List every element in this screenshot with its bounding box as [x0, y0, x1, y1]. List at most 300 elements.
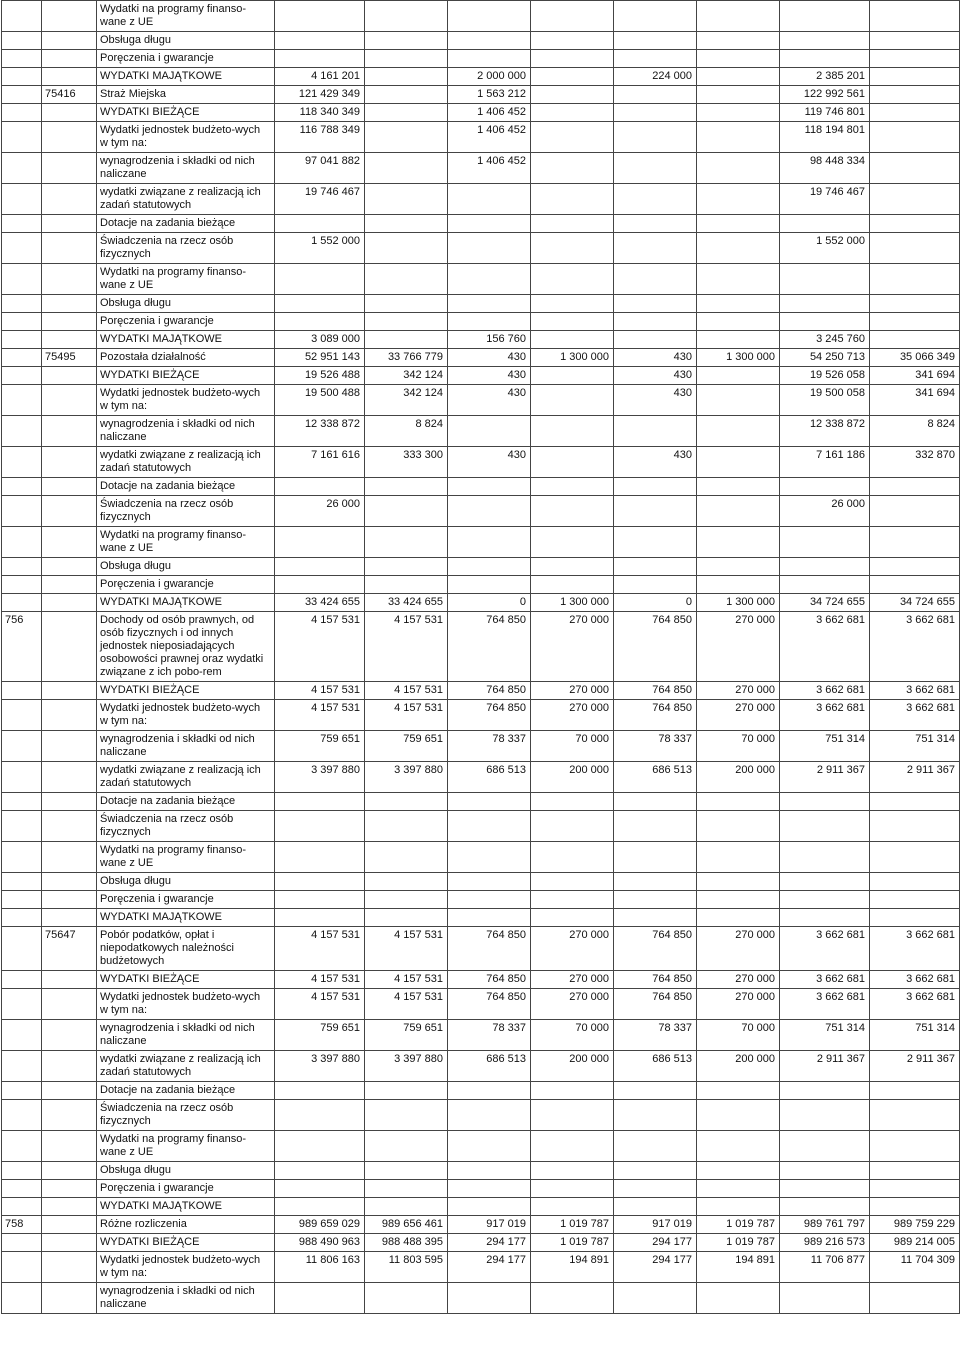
amount-cell-8 [870, 1180, 960, 1198]
amount-cell-5: 764 850 [614, 927, 697, 971]
amount-cell-7: 122 992 561 [780, 86, 870, 104]
chapter-code-cell [42, 153, 97, 184]
amount-cell-3: 917 019 [448, 1216, 531, 1234]
table-row [2, 496, 960, 527]
amount-cell-5 [614, 184, 697, 215]
chapter-code-cell [42, 122, 97, 153]
amount-cell-3 [448, 1198, 531, 1216]
table-row [2, 1100, 960, 1131]
chapter-code-cell [42, 1020, 97, 1051]
amount-cell-2: 759 651 [365, 731, 448, 762]
amount-cell-2: 989 656 461 [365, 1216, 448, 1234]
section-code-cell [2, 122, 42, 153]
amount-cell-4 [531, 793, 614, 811]
amount-cell-6 [697, 1, 780, 32]
amount-cell-7: 19 526 058 [780, 367, 870, 385]
amount-cell-8 [870, 527, 960, 558]
amount-cell-6 [697, 104, 780, 122]
section-code-cell [2, 1082, 42, 1100]
amount-cell-5: 430 [614, 447, 697, 478]
amount-cell-4 [531, 1162, 614, 1180]
chapter-code-cell [42, 1180, 97, 1198]
amount-cell-2 [365, 153, 448, 184]
amount-cell-1: 759 651 [275, 731, 365, 762]
amount-cell-5: 294 177 [614, 1234, 697, 1252]
amount-cell-5 [614, 496, 697, 527]
chapter-code-cell [42, 331, 97, 349]
chapter-code-cell [42, 385, 97, 416]
chapter-code-cell [42, 1252, 97, 1283]
table-row [2, 184, 960, 215]
description-cell: Różne rozliczenia [97, 1216, 275, 1234]
section-code-cell [2, 909, 42, 927]
amount-cell-5 [614, 909, 697, 927]
amount-cell-4: 70 000 [531, 731, 614, 762]
amount-cell-2 [365, 527, 448, 558]
amount-cell-2 [365, 558, 448, 576]
amount-cell-4: 1 300 000 [531, 594, 614, 612]
amount-cell-7 [780, 1283, 870, 1314]
amount-cell-7: 34 724 655 [780, 594, 870, 612]
amount-cell-5 [614, 153, 697, 184]
table-row [2, 215, 960, 233]
amount-cell-5 [614, 416, 697, 447]
amount-cell-2 [365, 811, 448, 842]
chapter-code-cell [42, 1283, 97, 1314]
amount-cell-8: 2 911 367 [870, 762, 960, 793]
section-code-cell [2, 104, 42, 122]
chapter-code-cell [42, 1216, 97, 1234]
amount-cell-2 [365, 104, 448, 122]
amount-cell-5 [614, 558, 697, 576]
chapter-code-cell [42, 50, 97, 68]
chapter-code-cell [42, 264, 97, 295]
section-code-cell [2, 215, 42, 233]
section-code-cell [2, 32, 42, 50]
amount-cell-1 [275, 313, 365, 331]
amount-cell-4 [531, 576, 614, 594]
section-code-cell [2, 927, 42, 971]
section-code-cell [2, 1, 42, 32]
chapter-code-cell [42, 104, 97, 122]
amount-cell-8 [870, 842, 960, 873]
table-row [2, 612, 960, 682]
amount-cell-1 [275, 576, 365, 594]
table-row [2, 1234, 960, 1252]
section-code-cell [2, 50, 42, 68]
description-cell: wydatki związane z realizacją ich zadań statutowych [97, 447, 275, 478]
amount-cell-8 [870, 68, 960, 86]
amount-cell-2: 4 157 531 [365, 700, 448, 731]
amount-cell-6 [697, 873, 780, 891]
amount-cell-3 [448, 811, 531, 842]
amount-cell-4 [531, 909, 614, 927]
amount-cell-8 [870, 793, 960, 811]
table-row [2, 349, 960, 367]
amount-cell-8: 332 870 [870, 447, 960, 478]
amount-cell-1: 19 500 488 [275, 385, 365, 416]
description-cell: Obsługa długu [97, 873, 275, 891]
amount-cell-3 [448, 873, 531, 891]
chapter-code-cell [42, 700, 97, 731]
amount-cell-1: 7 161 616 [275, 447, 365, 478]
amount-cell-1 [275, 811, 365, 842]
amount-cell-6 [697, 122, 780, 153]
amount-cell-3: 430 [448, 447, 531, 478]
chapter-code-cell [42, 891, 97, 909]
amount-cell-7: 989 761 797 [780, 1216, 870, 1234]
description-cell: wynagrodzenia i składki od nich naliczane [97, 153, 275, 184]
amount-cell-6: 270 000 [697, 971, 780, 989]
amount-cell-7: 54 250 713 [780, 349, 870, 367]
description-cell: wydatki związane z realizacją ich zadań statutowych [97, 762, 275, 793]
amount-cell-2: 333 300 [365, 447, 448, 478]
amount-cell-6 [697, 909, 780, 927]
amount-cell-4: 200 000 [531, 1051, 614, 1082]
amount-cell-4 [531, 122, 614, 153]
amount-cell-7: 3 662 681 [780, 612, 870, 682]
table-row [2, 153, 960, 184]
amount-cell-6 [697, 1162, 780, 1180]
amount-cell-8 [870, 558, 960, 576]
amount-cell-8 [870, 264, 960, 295]
amount-cell-4 [531, 811, 614, 842]
amount-cell-8: 989 214 005 [870, 1234, 960, 1252]
amount-cell-1 [275, 842, 365, 873]
amount-cell-2 [365, 32, 448, 50]
amount-cell-4 [531, 215, 614, 233]
section-code-cell [2, 971, 42, 989]
amount-cell-1 [275, 909, 365, 927]
amount-cell-3: 294 177 [448, 1234, 531, 1252]
amount-cell-2: 4 157 531 [365, 682, 448, 700]
amount-cell-3: 430 [448, 385, 531, 416]
amount-cell-4 [531, 1082, 614, 1100]
description-cell: wynagrodzenia i składki od nich naliczane [97, 416, 275, 447]
amount-cell-3 [448, 842, 531, 873]
amount-cell-1: 4 157 531 [275, 682, 365, 700]
amount-cell-7: 3 662 681 [780, 971, 870, 989]
amount-cell-8 [870, 153, 960, 184]
section-code-cell [2, 1234, 42, 1252]
amount-cell-8 [870, 576, 960, 594]
amount-cell-7: 751 314 [780, 1020, 870, 1051]
amount-cell-1 [275, 1180, 365, 1198]
amount-cell-8 [870, 811, 960, 842]
amount-cell-4 [531, 447, 614, 478]
amount-cell-4 [531, 385, 614, 416]
amount-cell-3: 430 [448, 349, 531, 367]
table-row [2, 527, 960, 558]
amount-cell-7 [780, 811, 870, 842]
amount-cell-6 [697, 385, 780, 416]
amount-cell-1: 759 651 [275, 1020, 365, 1051]
amount-cell-1: 97 041 882 [275, 153, 365, 184]
description-cell: Dotacje na zadania bieżące [97, 215, 275, 233]
amount-cell-3 [448, 1, 531, 32]
amount-cell-1 [275, 558, 365, 576]
table-row [2, 909, 960, 927]
amount-cell-7 [780, 909, 870, 927]
table-row [2, 1020, 960, 1051]
amount-cell-4 [531, 68, 614, 86]
amount-cell-8 [870, 1283, 960, 1314]
amount-cell-1 [275, 793, 365, 811]
amount-cell-4: 194 891 [531, 1252, 614, 1283]
description-cell: Wydatki na programy finanso-wane z UE [97, 527, 275, 558]
chapter-code-cell [42, 447, 97, 478]
amount-cell-8: 2 911 367 [870, 1051, 960, 1082]
amount-cell-6 [697, 558, 780, 576]
amount-cell-5 [614, 233, 697, 264]
amount-cell-8: 751 314 [870, 731, 960, 762]
chapter-code-cell [42, 811, 97, 842]
table-row [2, 478, 960, 496]
amount-cell-6: 1 019 787 [697, 1234, 780, 1252]
amount-cell-5 [614, 842, 697, 873]
chapter-code-cell [42, 1131, 97, 1162]
amount-cell-4: 1 019 787 [531, 1234, 614, 1252]
amount-cell-5 [614, 313, 697, 331]
description-cell: Dochody od osób prawnych, od osób fizycznych i od innych jednostek nieposiadających osobowości prawnej oraz wydatki związane z ich pobo-rem [97, 612, 275, 682]
table-row [2, 971, 960, 989]
amount-cell-6 [697, 447, 780, 478]
description-cell: WYDATKI BIEŻĄCE [97, 682, 275, 700]
amount-cell-7 [780, 873, 870, 891]
amount-cell-7: 2 911 367 [780, 762, 870, 793]
amount-cell-2: 4 157 531 [365, 971, 448, 989]
amount-cell-1 [275, 891, 365, 909]
amount-cell-3: 156 760 [448, 331, 531, 349]
amount-cell-8 [870, 184, 960, 215]
amount-cell-4 [531, 1283, 614, 1314]
amount-cell-3 [448, 891, 531, 909]
amount-cell-4 [531, 558, 614, 576]
amount-cell-2 [365, 1283, 448, 1314]
amount-cell-2: 3 397 880 [365, 762, 448, 793]
amount-cell-6 [697, 295, 780, 313]
amount-cell-5: 0 [614, 594, 697, 612]
amount-cell-6: 70 000 [697, 1020, 780, 1051]
description-cell: Poręczenia i gwarancje [97, 576, 275, 594]
section-code-cell [2, 1180, 42, 1198]
table-row [2, 793, 960, 811]
amount-cell-7 [780, 295, 870, 313]
description-cell: WYDATKI MAJĄTKOWE [97, 1198, 275, 1216]
amount-cell-7 [780, 1100, 870, 1131]
amount-cell-6 [697, 1283, 780, 1314]
section-code-cell: 758 [2, 1216, 42, 1234]
amount-cell-6 [697, 215, 780, 233]
amount-cell-6 [697, 1082, 780, 1100]
chapter-code-cell [42, 1234, 97, 1252]
chapter-code-cell [42, 184, 97, 215]
section-code-cell [2, 416, 42, 447]
amount-cell-1 [275, 215, 365, 233]
amount-cell-2: 11 803 595 [365, 1252, 448, 1283]
description-cell: Obsługa długu [97, 32, 275, 50]
amount-cell-2 [365, 1100, 448, 1131]
chapter-code-cell [42, 478, 97, 496]
section-code-cell [2, 1131, 42, 1162]
amount-cell-4 [531, 104, 614, 122]
amount-cell-3: 764 850 [448, 612, 531, 682]
amount-cell-5 [614, 264, 697, 295]
amount-cell-6: 200 000 [697, 762, 780, 793]
amount-cell-2 [365, 86, 448, 104]
description-cell: Pozostała działalność [97, 349, 275, 367]
section-code-cell [2, 1051, 42, 1082]
amount-cell-5 [614, 1198, 697, 1216]
section-code-cell [2, 594, 42, 612]
amount-cell-3 [448, 32, 531, 50]
description-cell: Świadczenia na rzecz osób fizycznych [97, 1100, 275, 1131]
description-cell: Wydatki na programy finanso-wane z UE [97, 842, 275, 873]
chapter-code-cell [42, 558, 97, 576]
section-code-cell [2, 86, 42, 104]
chapter-code-cell [42, 1162, 97, 1180]
amount-cell-7 [780, 1162, 870, 1180]
amount-cell-3: 764 850 [448, 971, 531, 989]
amount-cell-4 [531, 891, 614, 909]
amount-cell-5 [614, 86, 697, 104]
amount-cell-5: 686 513 [614, 762, 697, 793]
chapter-code-cell [42, 1051, 97, 1082]
chapter-code-cell [42, 989, 97, 1020]
amount-cell-2 [365, 233, 448, 264]
description-cell: Wydatki na programy finanso-wane z UE [97, 264, 275, 295]
amount-cell-6 [697, 842, 780, 873]
amount-cell-3 [448, 1283, 531, 1314]
table-row [2, 313, 960, 331]
amount-cell-8: 35 066 349 [870, 349, 960, 367]
amount-cell-2 [365, 122, 448, 153]
table-row [2, 50, 960, 68]
amount-cell-3 [448, 576, 531, 594]
table-row [2, 927, 960, 971]
amount-cell-1: 3 397 880 [275, 762, 365, 793]
chapter-code-cell: 75416 [42, 86, 97, 104]
description-cell: Straż Miejska [97, 86, 275, 104]
amount-cell-5 [614, 295, 697, 313]
chapter-code-cell [42, 233, 97, 264]
amount-cell-5 [614, 1082, 697, 1100]
description-cell: Dotacje na zadania bieżące [97, 1082, 275, 1100]
amount-cell-3 [448, 527, 531, 558]
amount-cell-3 [448, 50, 531, 68]
amount-cell-7 [780, 527, 870, 558]
table-row [2, 416, 960, 447]
amount-cell-8: 8 824 [870, 416, 960, 447]
amount-cell-6: 270 000 [697, 612, 780, 682]
amount-cell-6 [697, 891, 780, 909]
amount-cell-4 [531, 264, 614, 295]
table-row [2, 594, 960, 612]
amount-cell-7: 19 746 467 [780, 184, 870, 215]
amount-cell-7 [780, 50, 870, 68]
amount-cell-2 [365, 793, 448, 811]
section-code-cell [2, 700, 42, 731]
amount-cell-6: 1 300 000 [697, 349, 780, 367]
table-row [2, 811, 960, 842]
amount-cell-1 [275, 1162, 365, 1180]
description-cell: WYDATKI MAJĄTKOWE [97, 909, 275, 927]
amount-cell-5: 430 [614, 367, 697, 385]
amount-cell-6 [697, 811, 780, 842]
amount-cell-6 [697, 68, 780, 86]
amount-cell-8 [870, 909, 960, 927]
amount-cell-6: 70 000 [697, 731, 780, 762]
amount-cell-3 [448, 184, 531, 215]
description-cell: wynagrodzenia i składki od nich naliczane [97, 1283, 275, 1314]
chapter-code-cell [42, 762, 97, 793]
description-cell: Poręczenia i gwarancje [97, 50, 275, 68]
description-cell: Wydatki jednostek budżeto-wych w tym na: [97, 122, 275, 153]
amount-cell-5: 917 019 [614, 1216, 697, 1234]
section-code-cell [2, 68, 42, 86]
amount-cell-2 [365, 313, 448, 331]
amount-cell-6: 194 891 [697, 1252, 780, 1283]
amount-cell-4: 200 000 [531, 762, 614, 793]
table-row [2, 731, 960, 762]
description-cell: Wydatki jednostek budżeto-wych w tym na: [97, 700, 275, 731]
amount-cell-8: 341 694 [870, 385, 960, 416]
amount-cell-3 [448, 1100, 531, 1131]
description-cell: WYDATKI BIEŻĄCE [97, 971, 275, 989]
amount-cell-2 [365, 68, 448, 86]
table-row [2, 68, 960, 86]
amount-cell-1: 4 161 201 [275, 68, 365, 86]
description-cell: WYDATKI MAJĄTKOWE [97, 594, 275, 612]
amount-cell-4 [531, 1, 614, 32]
amount-cell-4: 270 000 [531, 612, 614, 682]
amount-cell-8 [870, 1082, 960, 1100]
description-cell: Poręczenia i gwarancje [97, 1180, 275, 1198]
amount-cell-5 [614, 478, 697, 496]
section-code-cell [2, 1198, 42, 1216]
amount-cell-8 [870, 1, 960, 32]
amount-cell-6 [697, 184, 780, 215]
amount-cell-1 [275, 873, 365, 891]
amount-cell-5 [614, 1162, 697, 1180]
amount-cell-6 [697, 32, 780, 50]
amount-cell-3: 1 406 452 [448, 153, 531, 184]
amount-cell-4 [531, 367, 614, 385]
amount-cell-5: 294 177 [614, 1252, 697, 1283]
amount-cell-3: 1 406 452 [448, 122, 531, 153]
description-cell: WYDATKI BIEŻĄCE [97, 367, 275, 385]
amount-cell-4 [531, 233, 614, 264]
section-code-cell [2, 1020, 42, 1051]
amount-cell-8: 3 662 681 [870, 971, 960, 989]
amount-cell-6 [697, 86, 780, 104]
amount-cell-7: 3 662 681 [780, 927, 870, 971]
table-row [2, 1, 960, 32]
amount-cell-6: 270 000 [697, 927, 780, 971]
amount-cell-3: 430 [448, 367, 531, 385]
amount-cell-2 [365, 496, 448, 527]
chapter-code-cell: 75647 [42, 927, 97, 971]
amount-cell-4 [531, 1100, 614, 1131]
section-code-cell [2, 331, 42, 349]
amount-cell-7: 3 662 681 [780, 989, 870, 1020]
amount-cell-8 [870, 122, 960, 153]
amount-cell-2 [365, 1082, 448, 1100]
amount-cell-7 [780, 1131, 870, 1162]
description-cell: Obsługa długu [97, 295, 275, 313]
amount-cell-3: 0 [448, 594, 531, 612]
amount-cell-2: 4 157 531 [365, 989, 448, 1020]
